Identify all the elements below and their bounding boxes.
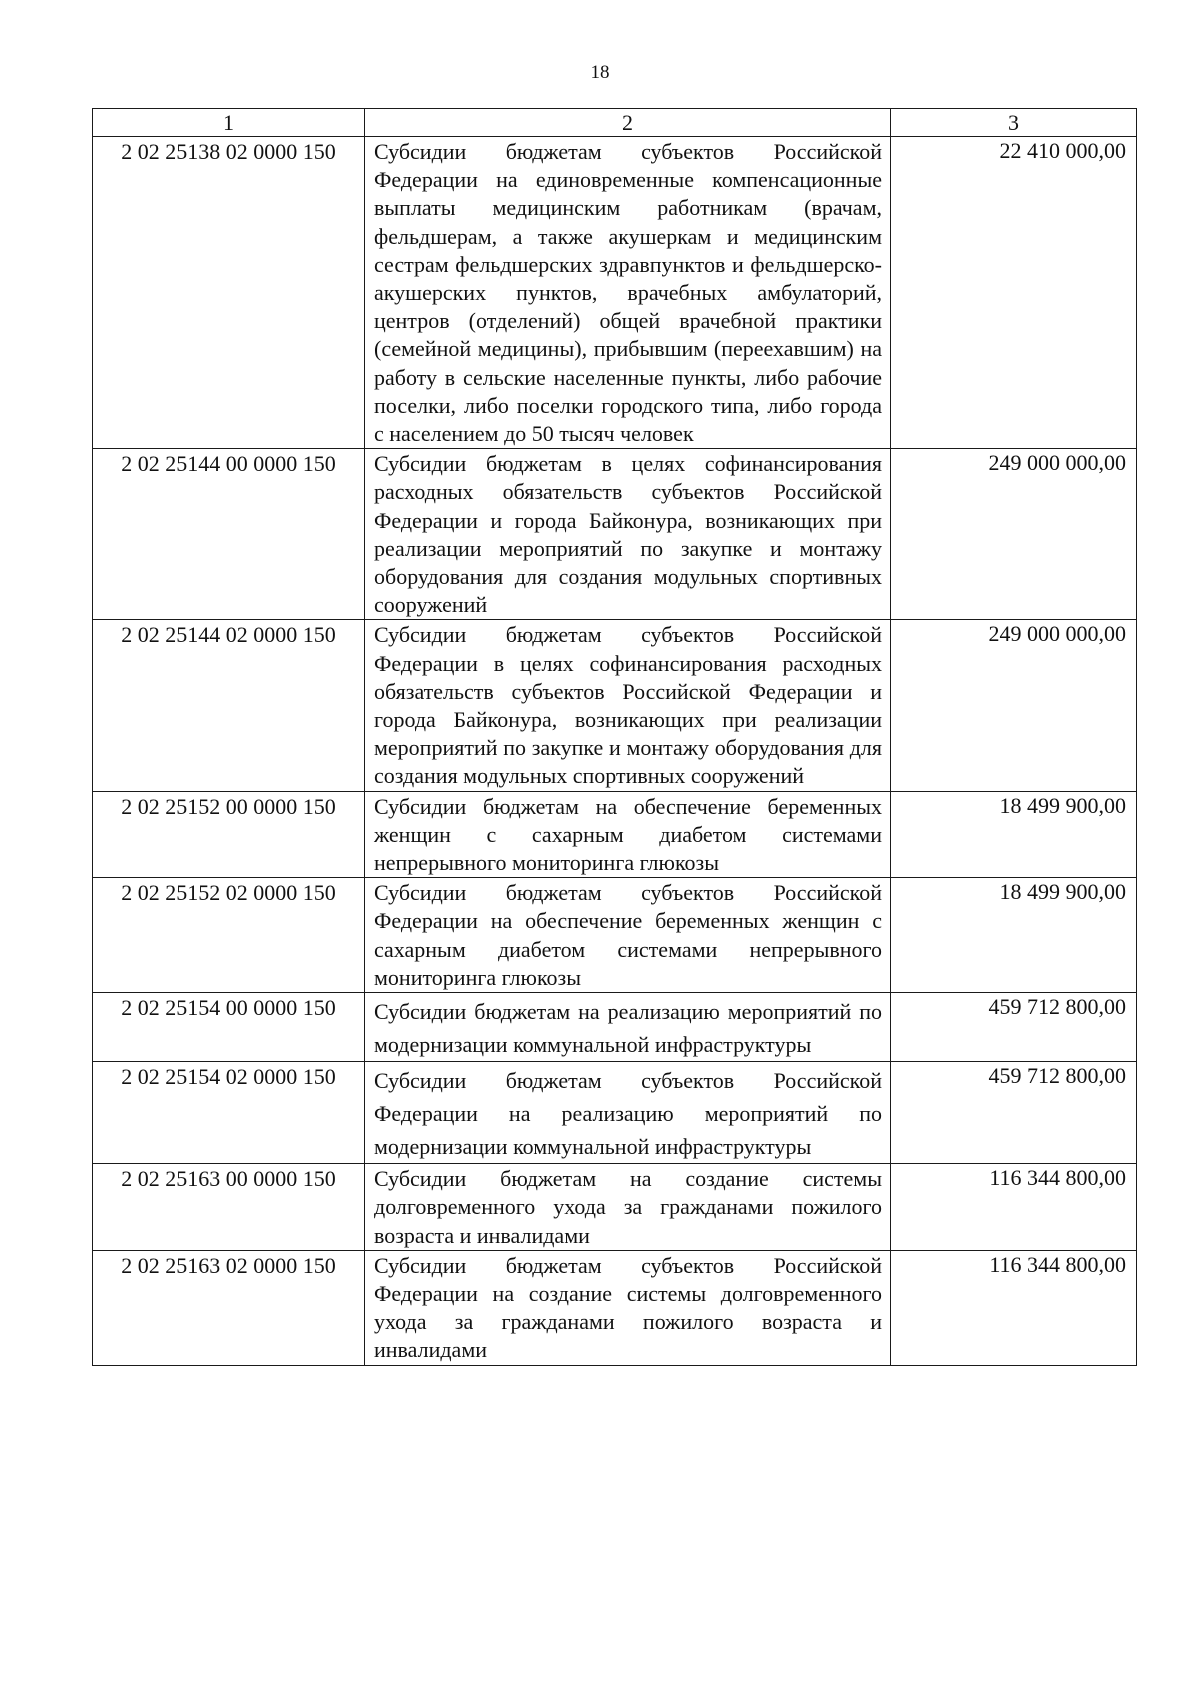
amount-cell: 459 712 800,00 [891, 993, 1137, 1062]
description-cell: Субсидии бюджетам в целях софинансирования расходных обязательств субъектов Российской Федерации и города Байконура, возникающих при реализации мероприятий по закупке и монтажу оборудования для создания модульных спортивных сооружений [365, 449, 891, 620]
description-cell: Субсидии бюджетам субъектов Российской Федерации на обеспечение беременных женщин с сахарным диабетом системами непрерывного мониторинга глюкозы [365, 878, 891, 993]
amount-cell: 116 344 800,00 [891, 1164, 1137, 1251]
description-cell: Субсидии бюджетам субъектов Российской Федерации на реализацию мероприятий по модернизации коммунальной инфраструктуры [365, 1062, 891, 1164]
column-header-code: 1 [93, 109, 365, 137]
budget-table [92, 108, 1137, 1366]
budget-code-cell: 2 02 25152 02 0000 150 [93, 878, 365, 993]
budget-code-cell: 2 02 25144 00 0000 150 [93, 449, 365, 620]
table-row [93, 620, 1137, 791]
description-cell: Субсидии бюджетам на реализацию мероприятий по модернизации коммунальной инфраструктуры [365, 993, 891, 1062]
table-row [93, 878, 1137, 993]
budget-code-cell: 2 02 25138 02 0000 150 [93, 137, 365, 449]
table-header [93, 109, 1137, 137]
table-row [93, 1250, 1137, 1365]
column-header-amount: 3 [891, 109, 1137, 137]
table-row [93, 1062, 1137, 1164]
budget-code-cell: 2 02 25154 02 0000 150 [93, 1062, 365, 1164]
table-row [93, 791, 1137, 878]
budget-code-cell: 2 02 25154 00 0000 150 [93, 993, 365, 1062]
description-cell: Субсидии бюджетам субъектов Российской Федерации на единовременные компенсационные выплаты медицинским работникам (врачам, фельдшерам, а также акушеркам и медицинским сестрам фельдшерских здравпунктов и фельдшерско-акушерских пунктов, врачебных амбулаторий, центров (отделений) общей врачебной практики (семейной медицины), прибывшим (переехавшим) на работу в сельские населенные пункты, либо рабочие поселки, либо поселки городского типа, либо города с населением до 50 тысяч человек [365, 137, 891, 449]
description-cell: Субсидии бюджетам на обеспечение беременных женщин с сахарным диабетом системами непрерывного мониторинга глюкозы [365, 791, 891, 878]
amount-cell: 249 000 000,00 [891, 449, 1137, 620]
table-body [93, 137, 1137, 1366]
amount-cell: 18 499 900,00 [891, 878, 1137, 993]
budget-code-cell: 2 02 25144 02 0000 150 [93, 620, 365, 791]
budget-code-cell: 2 02 25163 02 0000 150 [93, 1250, 365, 1365]
amount-cell: 249 000 000,00 [891, 620, 1137, 791]
table-row [93, 993, 1137, 1062]
description-cell: Субсидии бюджетам на создание системы долговременного ухода за гражданами пожилого возраста и инвалидами [365, 1164, 891, 1251]
table-row [93, 449, 1137, 620]
header-row [93, 109, 1137, 137]
column-header-description: 2 [365, 109, 891, 137]
amount-cell: 116 344 800,00 [891, 1250, 1137, 1365]
amount-cell: 459 712 800,00 [891, 1062, 1137, 1164]
budget-code-cell: 2 02 25152 00 0000 150 [93, 791, 365, 878]
table-row [93, 137, 1137, 449]
budget-code-cell: 2 02 25163 00 0000 150 [93, 1164, 365, 1251]
amount-cell: 22 410 000,00 [891, 137, 1137, 449]
description-cell: Субсидии бюджетам субъектов Российской Федерации на создание системы долговременного ухода за гражданами пожилого возраста и инвалидами [365, 1250, 891, 1365]
amount-cell: 18 499 900,00 [891, 791, 1137, 878]
page-number: 18 [590, 62, 610, 83]
table-row [93, 1164, 1137, 1251]
description-cell: Субсидии бюджетам субъектов Российской Федерации в целях софинансирования расходных обязательств субъектов Российской Федерации и города Байконура, возникающих при реализации мероприятий по закупке и монтажу оборудования для создания модульных спортивных сооружений [365, 620, 891, 791]
